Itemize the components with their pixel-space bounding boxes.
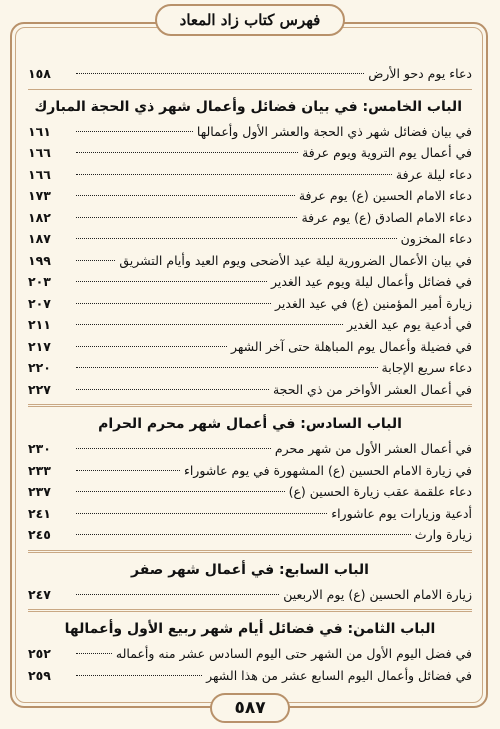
toc-entry[interactable] (28, 584, 472, 606)
toc-entry[interactable] (28, 250, 472, 272)
dot-leader (76, 470, 180, 471)
toc-entry-title: في فضائل وأعمال ليلة ويوم عيد الغدير (270, 274, 472, 289)
toc-entry-title: في أدعية يوم عيد الغدير (347, 317, 472, 332)
dot-leader (76, 324, 343, 325)
dot-leader (76, 174, 392, 175)
toc-entry-page: ٢١١ (28, 317, 51, 332)
dot-leader (76, 448, 271, 449)
toc-entry[interactable] (28, 665, 472, 687)
dot-leader (76, 513, 327, 514)
toc-entry-title: دعاء الامام الحسين (ع) يوم عرفة (298, 188, 472, 203)
toc-content (28, 63, 472, 686)
toc-entry-page: ٢٣٧ (28, 484, 51, 499)
dot-leader (76, 389, 269, 390)
toc-entry-title: دعاء المخزون (400, 231, 472, 246)
toc-entry[interactable] (28, 357, 472, 379)
toc-entry-page: ٢٥٩ (28, 667, 51, 683)
dot-leader (76, 217, 297, 218)
dot-leader (76, 260, 115, 261)
toc-entry[interactable] (28, 379, 472, 401)
toc-entry[interactable] (28, 207, 472, 229)
chapter-heading: الباب السادس: في أعمال شهر محرم الحرام (98, 416, 402, 432)
section-divider (28, 404, 472, 407)
toc-entry-page: ٢٠٣ (28, 274, 51, 289)
dot-leader (76, 534, 411, 535)
toc-entry-page: ٢٢٠ (28, 360, 51, 375)
toc-entry-title: في أعمال العشر الأول من شهر محرم (274, 441, 472, 456)
toc-entry[interactable] (28, 503, 472, 525)
header-banner (155, 4, 345, 36)
toc-entry-title: في أعمال العشر الأواخر من ذي الحجة (272, 381, 472, 397)
toc-entry-page: ٢٣٣ (28, 462, 51, 478)
toc-entry[interactable] (28, 524, 472, 546)
chapter-heading: الباب الخامس: في بيان فضائل وأعمال شهر ذي الحجة المبارك (34, 98, 462, 115)
toc-entry[interactable] (28, 228, 472, 250)
toc-entry[interactable] (28, 142, 472, 164)
dot-leader (76, 73, 364, 74)
dot-leader (76, 152, 298, 153)
dot-leader (76, 238, 397, 239)
dot-leader (76, 195, 295, 196)
toc-entry-title: في فضائل وأعمال اليوم السابع عشر من هذا الشهر (206, 667, 472, 683)
toc-entry[interactable] (28, 481, 472, 503)
dot-leader (76, 346, 227, 347)
toc-entry-page: ٢٤١ (28, 505, 51, 521)
dot-leader (76, 303, 271, 304)
toc-entry[interactable] (28, 121, 472, 143)
toc-entry-page: ٢١٧ (28, 338, 51, 354)
toc-entry[interactable] (28, 314, 472, 336)
toc-entry-title: في بيان فضائل شهر ذي الحجة والعشر الأول وأعمالها (196, 123, 472, 139)
toc-entry-title: في فضل اليوم الأول من الشهر حتى اليوم السادس عشر منه وأعماله (115, 646, 472, 661)
toc-entry[interactable] (28, 271, 472, 293)
toc-entry[interactable] (28, 164, 472, 186)
toc-entry-title: في فضيلة وأعمال يوم المباهلة حتى آخر الشهر (230, 338, 472, 354)
dot-leader (76, 131, 193, 132)
toc-entry-title: زيارة الامام الحسين (ع) يوم الاربعين (283, 586, 472, 602)
toc-entry[interactable] (28, 460, 472, 482)
toc-entry-page: ٢٣٠ (28, 441, 51, 456)
chapter-heading: الباب السابع: في أعمال شهر صفر (131, 561, 369, 578)
toc-entry[interactable] (28, 185, 472, 207)
section-divider (28, 550, 472, 553)
book-title: فهرس كتاب زاد المعاد (179, 11, 321, 29)
toc-entry-title: في بيان الأعمال الضرورية ليلة عيد الأضحى ويوم العيد وأيام التشريق (119, 252, 472, 268)
dot-leader (76, 491, 285, 492)
toc-entry-page: ٢٢٧ (28, 381, 51, 397)
toc-entry[interactable] (28, 643, 472, 665)
toc-entry-page: ١٥٨ (28, 66, 51, 81)
toc-entry[interactable] (28, 438, 472, 460)
dot-leader (76, 594, 279, 595)
toc-entry-page: ١٦١ (28, 123, 51, 139)
toc-entry-title: دعاء سريع الإجابة (381, 360, 472, 375)
toc-entry-page: ١٦٦ (28, 166, 51, 182)
toc-entry-page: ٢٤٥ (28, 527, 51, 542)
toc-entry-page: ٢٤٧ (28, 586, 51, 602)
toc-entry-page: ١٦٦ (28, 145, 51, 160)
toc-entry-title: دعاء الامام الصادق (ع) يوم عرفة (301, 209, 472, 225)
toc-entry-page: ٢٠٧ (28, 295, 51, 311)
toc-entry[interactable] (28, 293, 472, 315)
page-number-badge (210, 693, 290, 723)
toc-entry-title: أدعية وزيارات يوم عاشوراء (331, 505, 472, 521)
toc-entry-title: دعاء يوم دحو الأرض (368, 66, 472, 81)
toc-entry-title: في زيارة الامام الحسين (ع) المشهورة في يوم عاشوراء (183, 462, 472, 478)
toc-entry-page: ١٨٢ (28, 209, 51, 225)
section-divider (28, 89, 472, 90)
dot-leader (76, 367, 378, 368)
dot-leader (76, 653, 112, 654)
toc-entry[interactable] (28, 63, 472, 85)
toc-entry-title: دعاء علقمة عقب زيارة الحسين (ع) (288, 484, 472, 499)
chapter-heading: الباب الثامن: في فضائل أيام شهر ربيع الأول وأعمالها (64, 621, 436, 637)
toc-entry-title: دعاء ليلة عرفة (395, 166, 472, 182)
dot-leader (76, 675, 202, 676)
page-number: ٥٨٧ (234, 698, 266, 718)
toc-entry[interactable] (28, 336, 472, 358)
toc-entry-page: ١٨٧ (28, 231, 51, 246)
toc-entry-title: في أعمال يوم التروية ويوم عرفة (302, 145, 472, 160)
toc-entry-page: ١٧٣ (28, 188, 51, 203)
toc-entry-page: ٢٥٢ (28, 646, 51, 661)
toc-entry-title: زيارة أمير المؤمنين (ع) في عيد الغدير (275, 295, 472, 311)
section-divider (28, 609, 472, 612)
dot-leader (76, 281, 267, 282)
toc-entry-title: زيارة وارث (414, 527, 472, 542)
toc-entry-page: ١٩٩ (28, 252, 51, 268)
